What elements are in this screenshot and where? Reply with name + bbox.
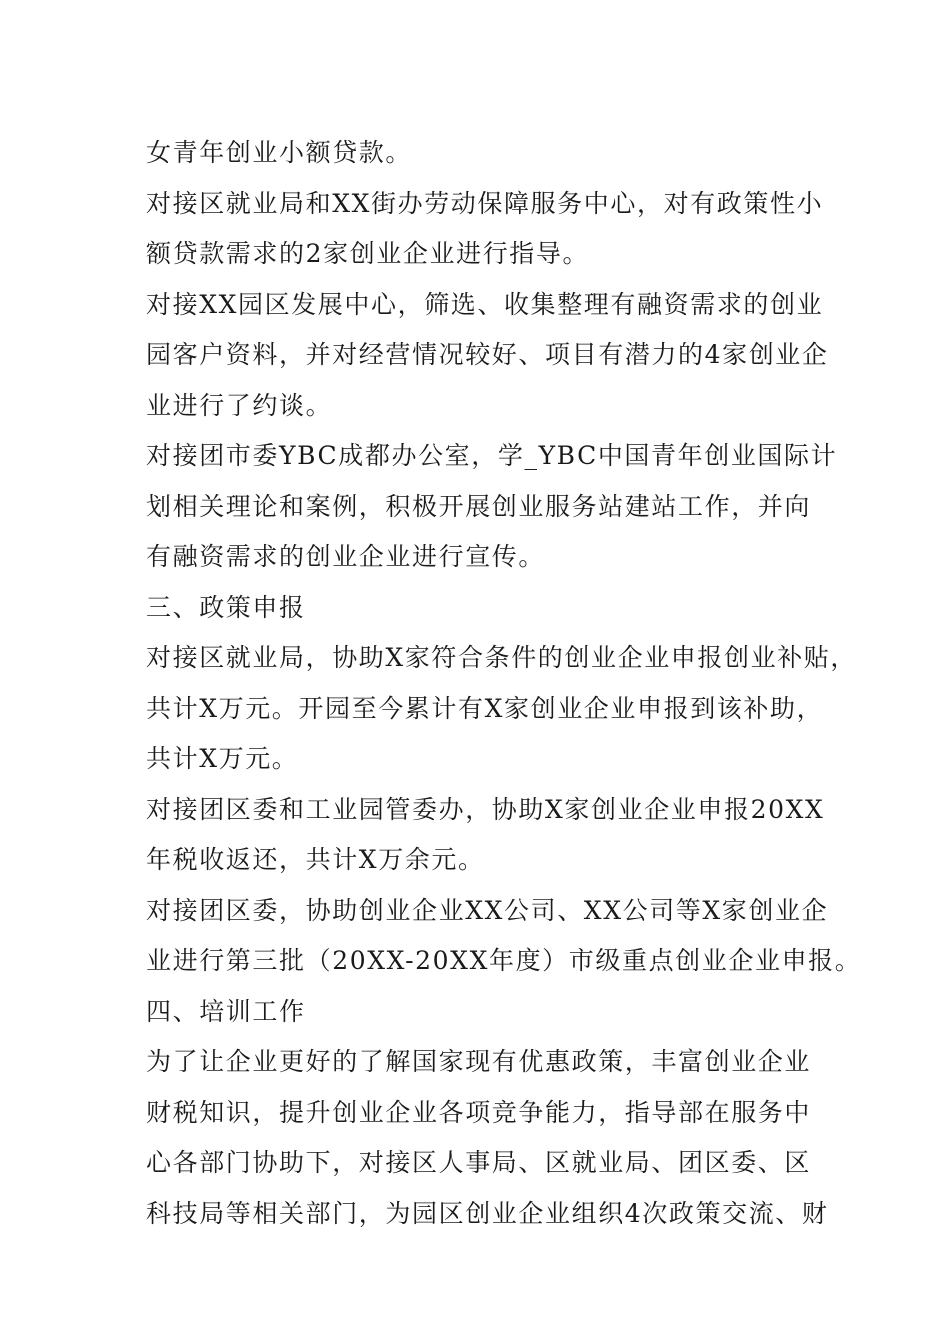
- text-line: 共计X万元。开园至今累计有X家创业企业申报到该补助，: [146, 693, 824, 723]
- document-body: [146, 128, 862, 1239]
- text-line: 业进行了约谈。: [146, 390, 333, 420]
- text-line: 划相关理论和案例，积极开展创业服务站建站工作，并向: [146, 491, 812, 521]
- section-heading: 四、培训工作: [146, 996, 306, 1026]
- text-line: 心各部门协助下，对接区人事局、区就业局、团区委、区: [146, 1148, 812, 1177]
- text-line: 女青年创业小额贷款。: [146, 138, 413, 167]
- text-line: 对接区就业局，协助X家符合条件的创业企业申报创业补贴，: [146, 643, 857, 672]
- text-line: 为了让企业更好的了解国家现有优惠政策，丰富创业企业: [146, 1047, 812, 1076]
- text-line: 共计X万元。: [146, 744, 299, 773]
- text-line: 有融资需求的创业企业进行宣传。: [146, 542, 546, 571]
- text-line: 业进行第三批（20XX-20XX年度）市级重点创业企业申报。: [146, 946, 862, 975]
- text-line: 园客户资料，并对经营情况较好、项目有潜力的4家创业企: [146, 340, 829, 369]
- text-line: 对接团市委YBC成都办公室，学_YBC中国青年创业国际计: [146, 441, 838, 470]
- text-line: 对接区就业局和XX街办劳动保障服务中心，对有政策性小: [146, 188, 824, 218]
- text-line: 额贷款需求的2家创业企业进行指导。: [146, 239, 590, 268]
- text-line: 年税收返还，共计X万余元。: [146, 845, 485, 874]
- text-line: 科技局等相关部门，为园区创业企业组织4次政策交流、财: [146, 1198, 829, 1228]
- text-line: 对接团区委，协助创业企业XX公司、XX公司等X家创业企: [146, 895, 829, 925]
- text-line: 财税知识，提升创业企业各项竞争能力，指导部在服务中: [146, 1097, 812, 1127]
- section-heading: 三、政策申报: [146, 592, 306, 622]
- text-line: 对接XX园区发展中心，筛选、收集整理有融资需求的创业: [146, 289, 824, 319]
- text-line: 对接团区委和工业园管委办，协助X家创业企业申报20XX: [146, 794, 825, 824]
